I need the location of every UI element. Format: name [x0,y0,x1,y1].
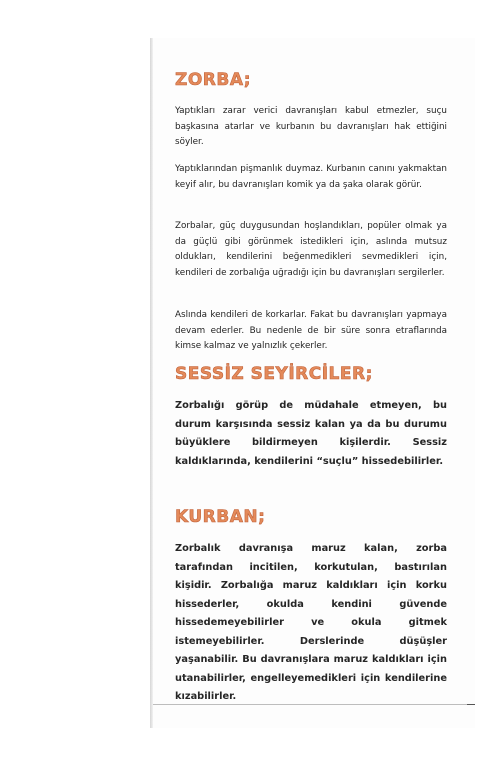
heading-kurban: KURBAN; [175,507,266,527]
paragraph-sessiz-seyirciler: Zorbalığı görüp de müdahale etmeyen, bu durum karşısında sessiz kalan ya da bu durumu büyüklere bildirmeyen kişilerdir. Sessiz kaldıklarında, kendilerini “suçlu” hissedebilirler. [175,400,447,467]
heading-zorba: ZORBA; [175,70,252,90]
paragraph-zorba-1: Yaptıkları zarar verici davranışları kabul etmezler, suçu başkasına atarlar ve kurbanın bu davranışları hak ettiğini söyler. [175,106,447,147]
paragraph-zorba-2: Yaptıklarından pişmanlık duymaz. Kurbanın canını yakmaktan keyif alır, bu davranışları komik ya da şaka olarak görür. [175,164,447,190]
corner-dash [467,704,475,705]
paragraph-zorba-4: Aslında kendileri de korkarlar. Fakat bu davranışları yapmaya devam ederler. Bu nedenle de bir süre sonra etraflarında kimse kalmaz ve yalnızlık çekerler. [175,310,447,351]
paragraph-kurban: Zorbalık davranışa maruz kalan, zorba tarafından incitilen, korkutulan, bastırılan kişidir. Zorbalığa maruz kaldıkları için korku hissederler, okulda kendini güvende hissedemeyebilirler ve okula gitmek istemeyebilirler. Derslerinde düşüşler yaşanabilir. Bu davranışlara maruz kaldıkları için utanabilirler, engelleyemedikleri için kendilerine kızabilirler. [175,543,447,702]
page-bottom-rule [153,704,475,705]
paragraph-zorba-3: Zorbalar, güç duygusundan hoşlandıkları, popüler olmak ya da güçlü gibi görünmek istedikleri için, aslında mutsuz oldukları, kendilerini beğenmedikleri sevmedikleri için, kendileri de zorbalığa uğradığı için bu davranışları sergilerler. [175,221,447,278]
heading-sessiz-seyirciler: SESSİZ SEYİRCİLER; [175,364,373,384]
